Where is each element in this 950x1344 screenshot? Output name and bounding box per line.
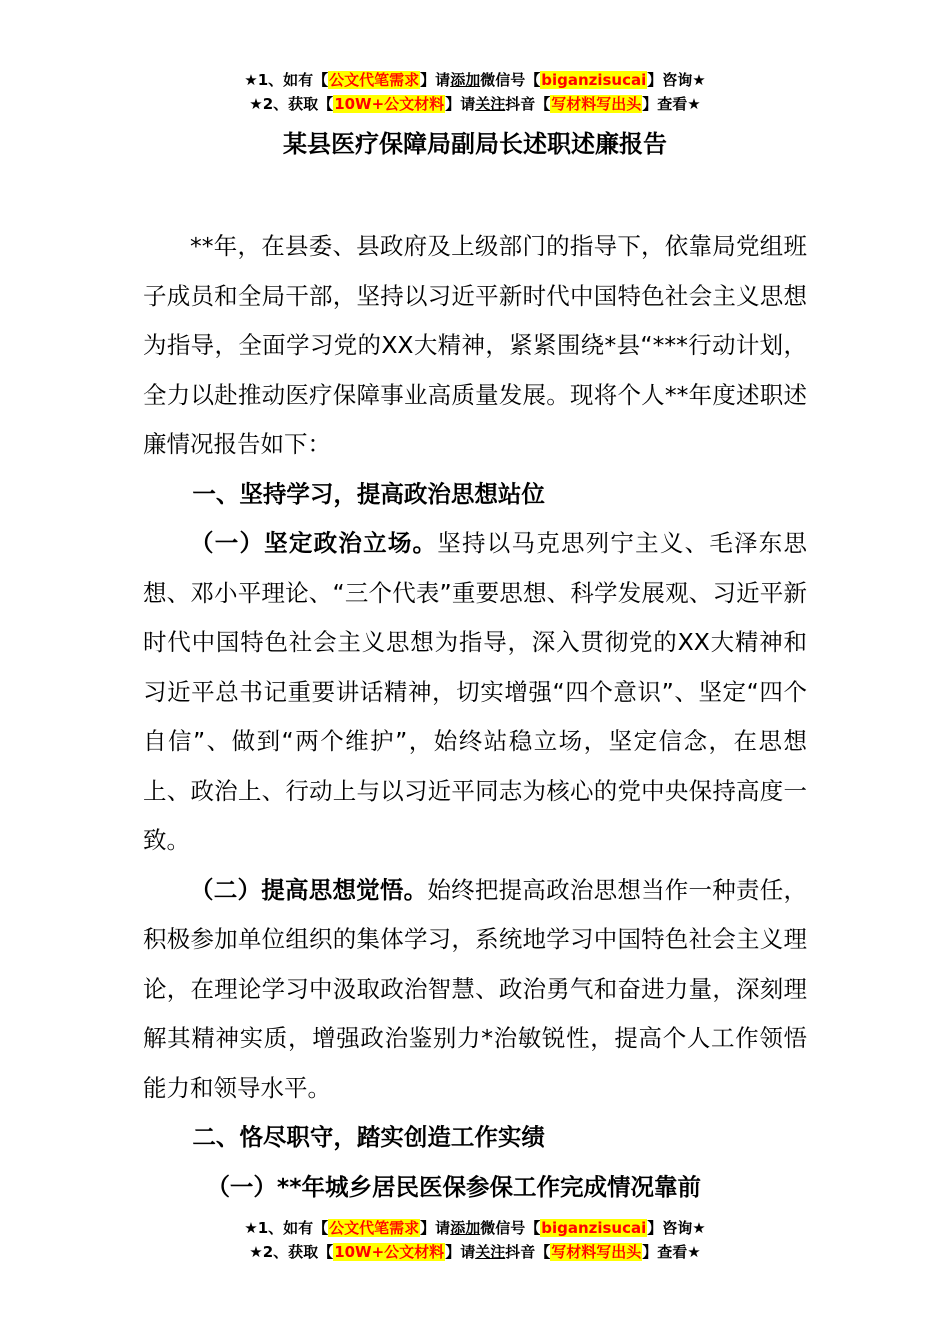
sub-heading-lead: （二）提高思想觉悟。 <box>190 875 428 904</box>
promo-underline: 关注 <box>475 1243 506 1261</box>
promo-text: 】查看★ <box>642 1243 701 1261</box>
intro-paragraph: **年，在县委、县政府及上级部门的指导下，依靠局党组班子成员和全局干部，坚持以习近平新时代中国特色社会主义思想为指导，全面学习党的XX大精神，紧紧围绕*县“***行动计划，全力以赴推动医疗保障事业高质量发展。现将个人**年度述职述廉情况报告如下： <box>143 232 807 458</box>
promo-text: ★2、获取【 <box>249 95 334 113</box>
promo-line-1 <box>0 1216 950 1240</box>
promo-highlight: 公文代笔需求 <box>329 1219 420 1237</box>
promo-highlight: 10W+公文材料 <box>334 95 445 113</box>
section-2-sub-1-heading: （一）**年城乡居民医保参保工作完成情况靠前 <box>206 1172 702 1201</box>
promo-text: 微信号【 <box>480 71 541 89</box>
promo-text: 抖音【 <box>505 1243 551 1261</box>
promo-text: 】请 <box>420 71 451 89</box>
paragraph-text: 始终把提高政治思想当作一种责任，积极参加单位组织的集体学习，系统地学习中国特色社会主义理论，在理论学习中汲取政治智慧、政治勇气和奋进力量，深刻理解其精神实质，增强政治鉴别力*治敏锐性，提高个人工作领悟能力和领导水平。 <box>143 875 808 1102</box>
paragraph-text: 坚持以马克思列宁主义、毛泽东思想、邓小平理论、“三个代表”重要思想、科学发展观、习近平新时代中国特色社会主义思想为指导，深入贯彻党的XX大精神和习近平总书记重要讲话精神，切实增强“四个意识”、坚定“四个自信”、做到“两个维护”，始终站稳立场，坚定信念，在思想上、政治上、行动上与以习近平同志为核心的党中央保持高度一致。 <box>143 529 808 854</box>
promo-text: 】请 <box>420 1219 451 1237</box>
document-title: 某县医疗保障局副局长述职述廉报告 <box>283 130 667 158</box>
promo-text: 】咨询★ <box>647 71 706 89</box>
promo-text: 】咨询★ <box>647 1219 706 1237</box>
douyin-highlight: 写材料写出头 <box>551 1243 642 1261</box>
promo-text: 抖音【 <box>505 95 551 113</box>
promo-text: 】查看★ <box>642 95 701 113</box>
promo-underline: 添加 <box>450 71 481 89</box>
section-1-heading: 一、坚持学习，提高政治思想站位 <box>192 479 545 508</box>
promo-line-1 <box>0 68 950 92</box>
wechat-id-highlight: biganzisucai <box>541 71 647 89</box>
sub-heading-lead: （一）坚定政治立场。 <box>190 529 438 557</box>
promo-highlight: 公文代笔需求 <box>329 71 420 89</box>
promo-text: ★1、如有【 <box>244 1219 329 1237</box>
promo-text: 微信号【 <box>480 1219 541 1237</box>
promo-text: 】请 <box>445 1243 476 1261</box>
footer-promo <box>0 1216 950 1264</box>
section-1-sub-1 <box>143 519 807 866</box>
promo-underline: 添加 <box>450 1219 481 1237</box>
section-2-heading: 二、恪尽职守，踏实创造工作实绩 <box>192 1123 545 1151</box>
promo-line-2 <box>0 92 950 116</box>
document-body <box>143 222 807 1212</box>
header-promo <box>0 68 950 116</box>
promo-line-2 <box>0 1240 950 1264</box>
promo-text: ★2、获取【 <box>249 1243 334 1261</box>
promo-underline: 关注 <box>475 95 506 113</box>
promo-highlight: 10W+公文材料 <box>334 1243 445 1261</box>
section-1-sub-2 <box>143 866 807 1114</box>
promo-text: ★1、如有【 <box>244 71 329 89</box>
promo-text: 】请 <box>445 95 476 113</box>
wechat-id-highlight: biganzisucai <box>541 1219 647 1237</box>
douyin-highlight: 写材料写出头 <box>551 95 642 113</box>
